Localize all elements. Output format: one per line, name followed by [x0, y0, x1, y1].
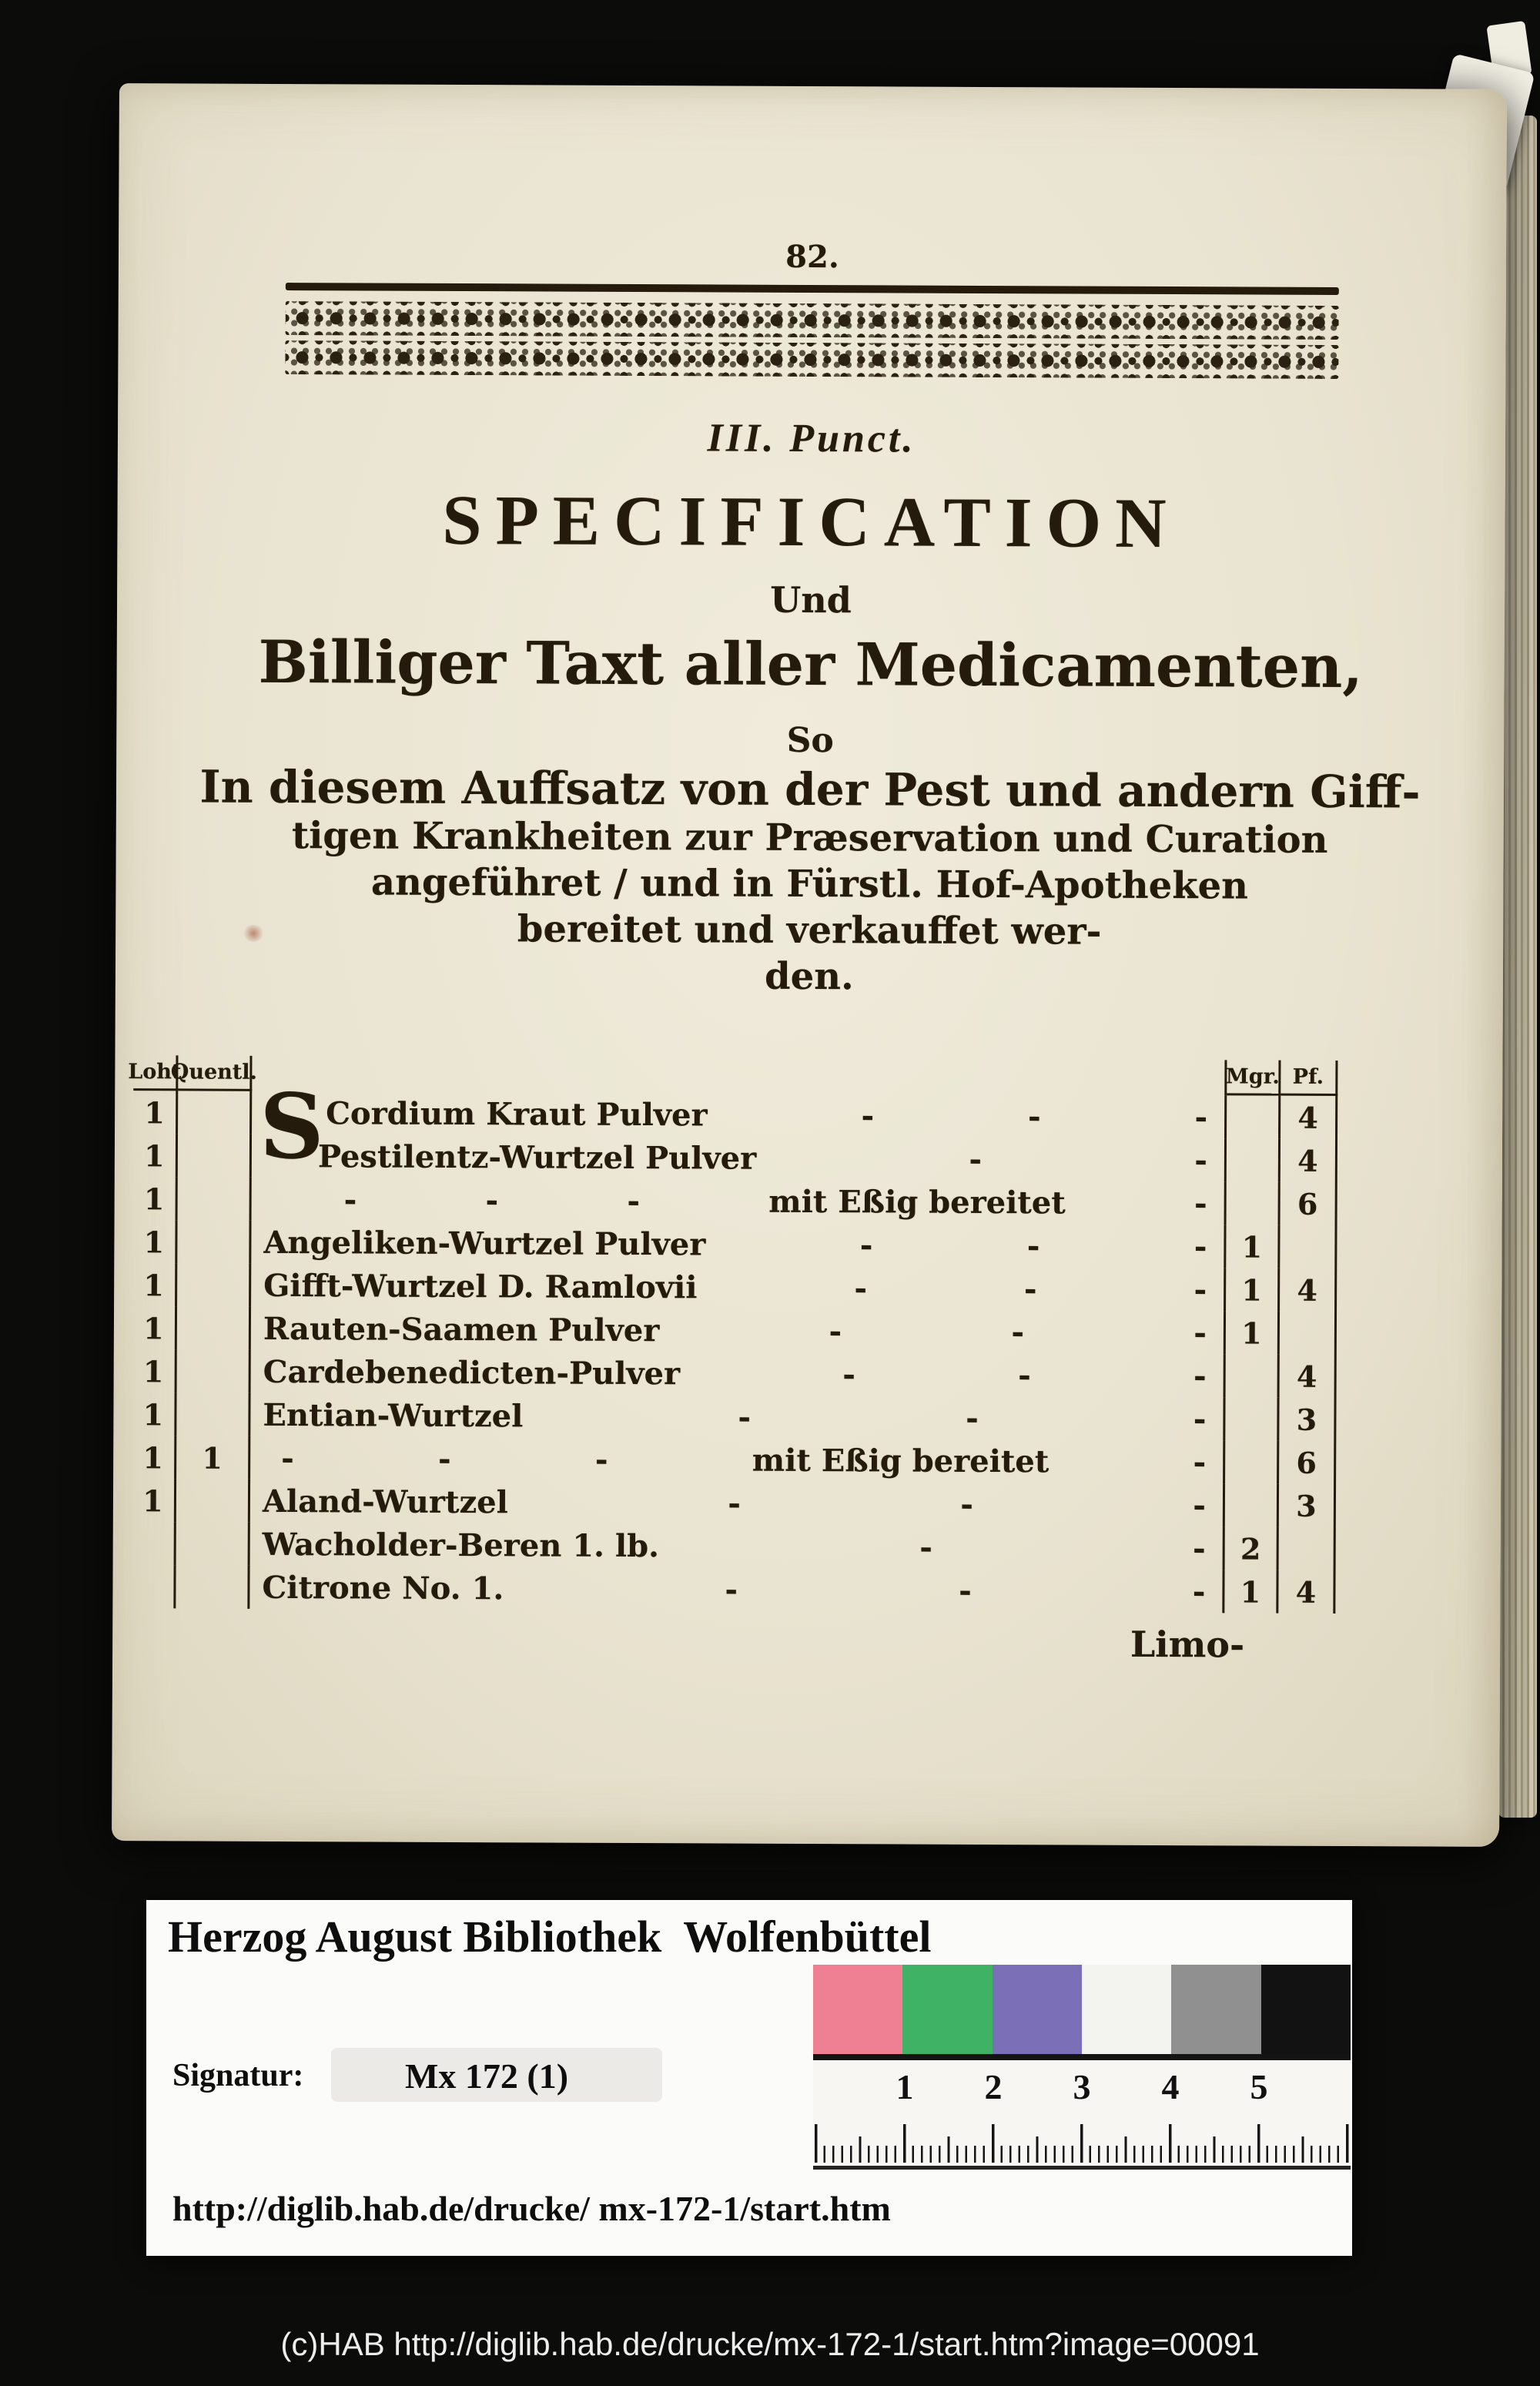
ornament-band	[285, 301, 1338, 384]
cell-item	[251, 1264, 1226, 1312]
color-patch	[902, 1965, 992, 2054]
cell-pf	[1280, 1312, 1337, 1355]
cell-quentl: 1	[176, 1436, 250, 1479]
drop-cap-initial: S	[259, 1074, 325, 1180]
cell-item	[250, 1393, 1225, 1441]
cell-pf	[1280, 1225, 1337, 1268]
price-dash: -	[1194, 1228, 1207, 1265]
price-dash: -	[728, 1485, 741, 1522]
intro-line: In diesem Auffsatz von der Pest und andern Giff-	[199, 760, 1421, 819]
price-dash: -	[959, 1572, 972, 1609]
price-dash: -	[1194, 1141, 1207, 1178]
price-dash: -	[1194, 1185, 1207, 1221]
price-dash: -	[861, 1097, 875, 1134]
price-dash: -	[854, 1269, 868, 1306]
cell-item	[251, 1350, 1226, 1398]
price-dash: -	[1193, 1443, 1207, 1480]
ruler-number: 2	[984, 2067, 1003, 2106]
cell-quentl	[177, 1263, 251, 1306]
cell-pf: 4	[1278, 1570, 1335, 1614]
ornament-row	[286, 301, 1339, 340]
price-dash: -	[1194, 1271, 1207, 1308]
col-header-item	[252, 1056, 1227, 1096]
library-info-panel	[146, 1900, 1352, 2256]
signatur-label: Signatur:	[172, 2058, 304, 2093]
subtitle-und: Und	[770, 578, 852, 622]
subtitle-so: So	[786, 720, 834, 761]
price-dash: -	[1011, 1313, 1025, 1350]
item-name: Citrone No. 1.	[262, 1569, 504, 1607]
cell-pf: 4	[1281, 1139, 1337, 1182]
catchword: Limo-	[1130, 1623, 1245, 1666]
price-dash: -	[1194, 1314, 1207, 1351]
item-name: Wacholder-Beren 1. lb.	[262, 1526, 660, 1564]
cell-mgr	[1226, 1354, 1280, 1397]
cell-mgr	[1225, 1440, 1279, 1483]
cell-quentl	[176, 1479, 250, 1522]
col-header-pf: Pf.	[1281, 1061, 1337, 1096]
cell-quentl	[178, 1177, 252, 1220]
color-calibration-bar	[813, 1965, 1351, 2054]
cell-mgr	[1225, 1397, 1279, 1440]
cell-loht: 1	[132, 1263, 177, 1306]
cell-pf: 4	[1281, 1096, 1337, 1139]
price-dash: -	[725, 1571, 738, 1608]
price-dash: -	[1192, 1573, 1206, 1610]
intro-line: angeführet / und in Fürstl. Hof-Apotheken	[370, 860, 1249, 908]
item-name: Gifft-Wurtzel D. Ramlovii	[263, 1267, 698, 1305]
color-patch	[1261, 1965, 1351, 2054]
table-row	[133, 1177, 1337, 1225]
cell-pf: 6	[1279, 1441, 1336, 1484]
cell-quentl	[176, 1522, 250, 1565]
cell-item	[252, 1134, 1227, 1182]
ruler-number: 4	[1161, 2067, 1180, 2106]
cell-item	[251, 1307, 1226, 1355]
price-dash: -	[627, 1182, 641, 1219]
col-header-quentl: Quentl.	[178, 1055, 252, 1091]
cell-mgr: 1	[1226, 1268, 1280, 1311]
cell-item	[252, 1178, 1227, 1225]
cell-mgr	[1225, 1483, 1279, 1526]
cell-loht	[131, 1565, 176, 1608]
cell-loht: 1	[132, 1392, 176, 1436]
price-dash: -	[1027, 1097, 1041, 1134]
color-patch	[1082, 1965, 1171, 2054]
price-dash: -	[1193, 1486, 1207, 1523]
price-dash: -	[1026, 1227, 1040, 1264]
table-row	[131, 1565, 1335, 1614]
signatur-value: Mx 172 (1)	[405, 2056, 569, 2096]
cell-mgr: 1	[1226, 1311, 1280, 1354]
item-name: Entian-Wurtzel	[263, 1396, 524, 1434]
intro-line: tigen Krankheiten zur Præservation und Curation	[291, 814, 1328, 862]
paper-stain	[242, 925, 265, 942]
color-patch	[1171, 1965, 1260, 2054]
cell-loht: 1	[132, 1306, 177, 1349]
table-row	[132, 1220, 1337, 1268]
table-row	[132, 1392, 1336, 1441]
specification-title: SPECIFICATION	[442, 480, 1180, 563]
table-row	[132, 1479, 1336, 1527]
head-rule	[286, 283, 1339, 295]
color-patch	[993, 1965, 1082, 2054]
cell-loht: 1	[132, 1349, 177, 1392]
cell-item	[250, 1436, 1225, 1484]
main-title: Billiger Taxt aller Medicamenten,	[258, 627, 1363, 702]
ruler-number: 1	[896, 2067, 914, 2106]
price-dash: -	[1193, 1400, 1207, 1437]
item-name: Pestilentz-Wurtzel Pulver	[317, 1138, 757, 1177]
price-dash: -	[1192, 1530, 1206, 1567]
intro-line: bereitet und verkauffet wer-	[517, 907, 1102, 953]
cell-pf: 6	[1281, 1182, 1337, 1225]
item-name: Angeliken-Wurtzel Pulver	[263, 1224, 706, 1262]
cell-item	[251, 1221, 1226, 1268]
cell-loht	[132, 1522, 176, 1565]
price-dash: -	[1023, 1270, 1037, 1307]
cell-loht: 1	[133, 1091, 178, 1134]
price-table	[128, 1055, 1337, 1666]
item-name: Cardebenedicten-Pulver	[263, 1353, 681, 1392]
ruler	[813, 2054, 1351, 2170]
ruler-number: 3	[1073, 2067, 1091, 2106]
cell-item	[249, 1566, 1224, 1614]
price-dash: -	[966, 1399, 979, 1436]
price-dash: -	[1193, 1357, 1207, 1394]
price-dash: -	[829, 1312, 842, 1349]
cell-item	[250, 1480, 1225, 1527]
cell-mgr	[1227, 1181, 1281, 1225]
cell-pf: 4	[1280, 1355, 1337, 1398]
cell-mgr: 1	[1224, 1570, 1278, 1613]
cell-quentl	[176, 1392, 250, 1436]
cell-pf: 4	[1280, 1268, 1337, 1312]
price-dash: -	[437, 1440, 451, 1477]
cell-loht: 1	[132, 1436, 176, 1479]
price-dash: -	[1194, 1098, 1208, 1135]
col-header-loht: Loht	[133, 1055, 178, 1091]
color-patch	[813, 1965, 902, 2054]
price-dash: -	[738, 1399, 752, 1436]
intro-paragraph	[116, 761, 1504, 1003]
price-dash: -	[859, 1226, 873, 1263]
page-number: 82.	[785, 238, 839, 276]
copyright-caption: (c)HAB http://diglib.hab.de/drucke/mx-172-1/start.htm?image=00091	[280, 2326, 1260, 2362]
cell-quentl	[176, 1565, 249, 1608]
item-name: Rauten-Saamen Pulver	[263, 1310, 660, 1349]
cell-mgr	[1227, 1138, 1281, 1181]
cell-loht: 1	[132, 1479, 176, 1522]
table-row	[132, 1522, 1336, 1570]
table-row	[132, 1263, 1337, 1312]
ornament-row	[285, 340, 1338, 379]
cell-item	[250, 1523, 1225, 1570]
item-name: Aland-Wurtzel	[262, 1483, 508, 1520]
price-dash: -	[960, 1486, 974, 1523]
ruler-number: 5	[1250, 2067, 1268, 2106]
cell-quentl	[177, 1349, 251, 1392]
price-dash: -	[594, 1441, 608, 1478]
price-dash: -	[969, 1141, 983, 1178]
price-dash: -	[281, 1439, 294, 1476]
col-header-mgr: Mgr.	[1227, 1060, 1281, 1095]
cell-loht: 1	[133, 1134, 178, 1177]
intro-line: den.	[764, 954, 854, 999]
price-dash: -	[485, 1181, 499, 1218]
cell-quentl	[177, 1220, 251, 1263]
item-name: mit Eßig bereitet	[752, 1442, 1050, 1480]
cell-mgr	[1227, 1095, 1281, 1138]
section-heading: III. Punct.	[707, 416, 916, 461]
cell-quentl	[177, 1306, 251, 1349]
book-page	[112, 83, 1507, 1847]
price-dash: -	[919, 1529, 932, 1566]
cell-pf	[1279, 1527, 1336, 1570]
cell-pf: 3	[1279, 1484, 1336, 1527]
price-dash: -	[343, 1181, 357, 1218]
price-dash: -	[1018, 1356, 1031, 1393]
table-row	[132, 1436, 1336, 1484]
cell-quentl	[178, 1134, 252, 1177]
cell-quentl	[178, 1091, 252, 1134]
item-name: mit Eßig bereitet	[768, 1183, 1066, 1221]
cell-mgr: 1	[1226, 1225, 1280, 1268]
price-dash: -	[842, 1356, 856, 1392]
item-name: Cordium Kraut Pulver	[326, 1094, 708, 1133]
cell-loht: 1	[132, 1220, 177, 1263]
library-name: Herzog August Bibliothek Wolfenbüttel	[168, 1912, 932, 1962]
cell-pf: 3	[1279, 1398, 1336, 1441]
table-row	[132, 1306, 1337, 1355]
cell-mgr: 2	[1225, 1526, 1279, 1570]
cell-loht: 1	[133, 1177, 178, 1220]
table-row	[132, 1349, 1337, 1398]
ruler-cm-ticks	[815, 2124, 1351, 2163]
panel-url: http://diglib.hab.de/drucke/ mx-172-1/start.htm	[172, 2189, 891, 2228]
